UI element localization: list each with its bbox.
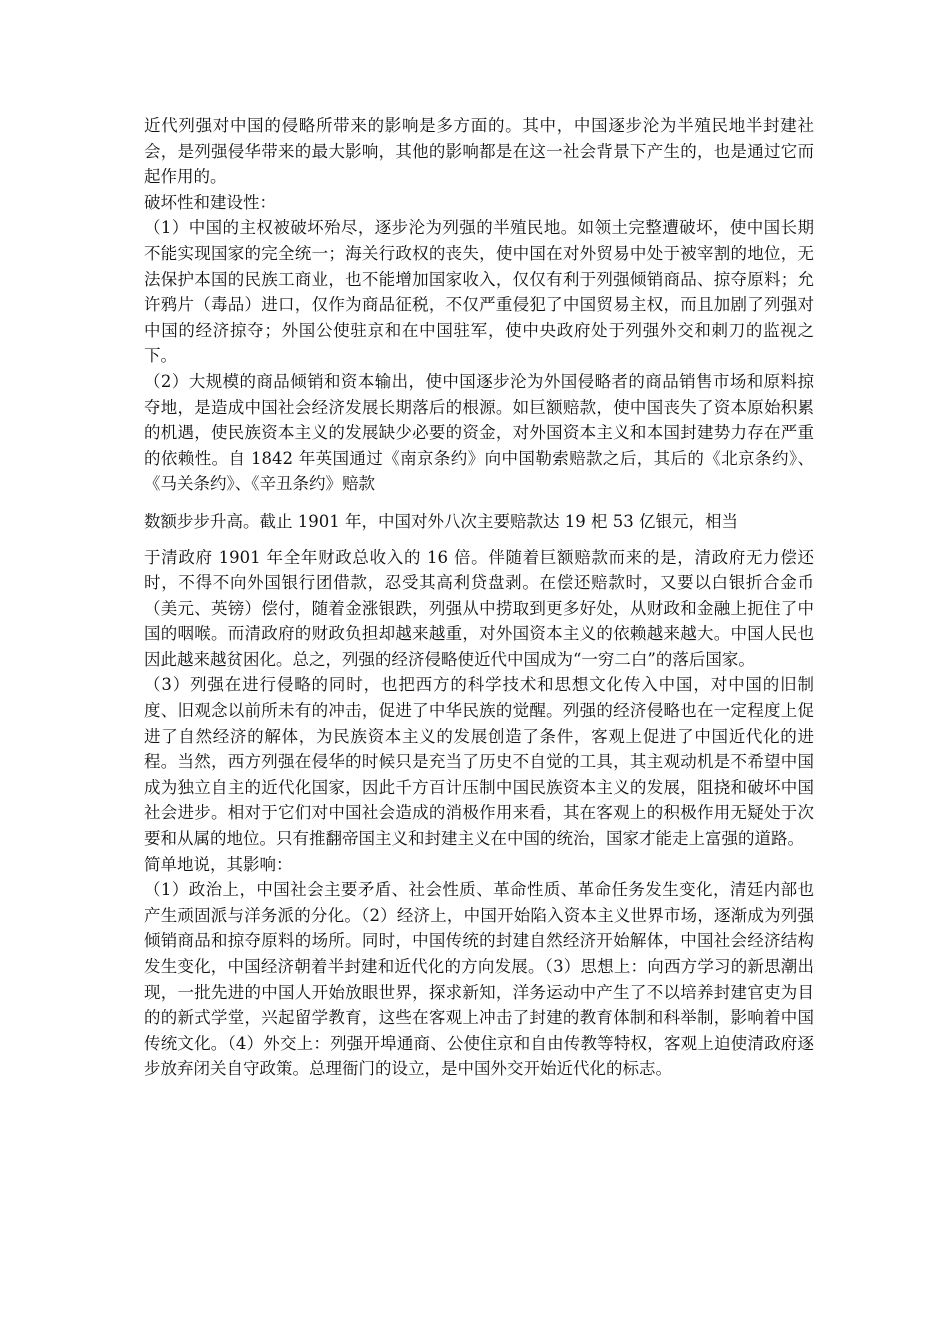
summary-paragraph: （1）政治上，中国社会主要矛盾、社会性质、革命性质、革命任务发生变化，清廷内部也产生顽固派与洋务派的分化。（2）经济上，中国开始陷入资本主义世界市场，逐渐成为列强倾销商品和掠夺原料的场所。同时，中国传统的封建自然经济开始解体，中国社会经济结构发生变化，中国经济朝着半封建和近代化的方向发展。（3）思想上：向西方学习的新思潮出现，一批先进的中国人开始放眼世界，探求新知，洋务运动中产生了不以培养封建官吏为目的的新式学堂，兴起留学教育，这些在客观上冲击了封建的教育体制和科举制，影响着中国传统文化。（4）外交上：列强开埠通商、公使住京和自由传教等特权，客观上迫使清政府逐步放弃闭关自守政策。总理衙门的设立，是中国外交开始近代化的标志。	[144, 880, 814, 1079]
point-2-indemnity-line: 数额步步升高。截止 1901 年，中国对外八次主要赔款达 19 𣏌 53 亿银元，相当	[144, 511, 738, 531]
point-1-sovereignty-paragraph: （1）中国的主权被破坏殆尽，逐步沦为列强的半殖民地。如领土完整遭破坏，使中国长期不能实现国家的完全统一；海关行政权的丧失，使中国在对外贸易中处于被宰割的地位，无法保护本国的民族工商业，也不能增加国家收入，仅仅有利于列强倾销商品、掠夺原料；允许鸦片（毒品）进口，仅作为商品征税，不仅严重侵犯了中国贸易主权，而且加剧了列强对中国的经济掠夺；外国公使驻京和在中国驻军，使中央政府处于列强外交和刺刀的监视之下。	[144, 218, 814, 366]
point-2-economy-paragraph: （2）大规模的商品倾销和资本输出，使中国逐步沦为外国侵略者的商品销售市场和原料掠夺地，是造成中国社会经济发展长期落后的根源。如巨额赔款，使中国丧失了资本原始积累的机遇，使民族资本主义的发展缺少必要的资金，对外国资本主义和本国封建势力存在严重的依赖性。自 1842 年英国通过《南京条约》向中国勒索赔款之后，其后的《北京条约》、《马关条约》、《辛丑条约》赔款	[144, 371, 814, 494]
section-heading-destruction-construction: 破坏性和建设性：	[144, 192, 276, 212]
point-2-continuation-paragraph: 于清政府 1901 年全年财政总收入的 16 倍。伴随着巨额赔款而来的是，清政府无力偿还时，不得不向外国银行团借款，忍受其高利贷盘剥。在偿还赔款时，又要以白银折合金币（美元、英镑）偿付，随着金涨银跌，列强从中捞取到更多好处，从财政和金融上扼住了中国的咽喉。而清政府的财政负担却越来越重，对外国资本主义的依赖越来越大。中国人民也因此越来越贫困化。总之，列强的经济侵略使近代中国成为“一穷二白”的落后国家。	[144, 547, 814, 669]
point-3-culture-paragraph: （3）列强在进行侵略的同时，也把西方的科学技术和思想文化传入中国，对中国的旧制度、旧观念以前所未有的冲击，促进了中华民族的觉醒。列强的经济侵略也在一定程度上促进了自然经济的解体，为民族资本主义的发展创造了条件，客观上促进了中国近代化的进程。当然，西方列强在侵华的时候只是充当了历史不自觉的工具，其主观动机是不希望中国成为独立自主的近代化国家，因此千方百计压制中国民族资本主义的发展，阻挠和破坏中国社会进步。相对于它们对中国社会造成的消极作用来看，其在客观上的积极作用无疑处于次要和从属的地位。只有推翻帝国主义和封建主义在中国的统治，国家才能走上富强的道路。	[144, 675, 814, 849]
document-body	[144, 113, 814, 1082]
section-heading-summary: 简单地说，其影响：	[144, 854, 293, 874]
intro-paragraph: 近代列强对中国的侵略所带来的影响是多方面的。其中，中国逐步沦为半殖民地半封建社会，是列强侵华带来的最大影响，其他的影响都是在这一社会背景下产生的，也是通过它而起作用的。	[144, 116, 814, 187]
